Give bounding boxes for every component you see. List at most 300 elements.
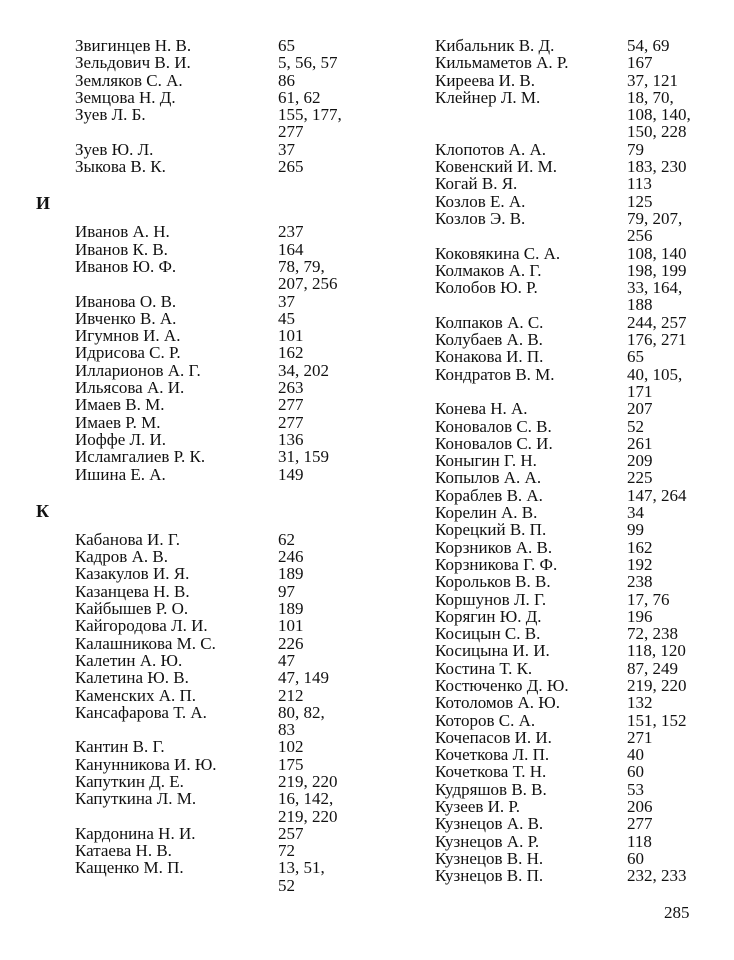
entry-name: Иванов Ю. Ф. (75, 256, 177, 276)
index-entry (435, 331, 725, 348)
entry-pages (278, 223, 368, 240)
section-letter-heading: И (36, 193, 51, 214)
index-entry (435, 815, 725, 832)
entry-pages (278, 327, 368, 344)
index-entry (435, 504, 725, 521)
entry-name: Кайгородова Л. И. (75, 616, 208, 636)
page-reference: 212 (278, 685, 304, 705)
entry-pages (278, 652, 368, 669)
index-column-left (36, 37, 396, 894)
index-entry (36, 652, 396, 669)
index-entry (36, 396, 396, 413)
index-entry (435, 314, 725, 331)
entry-pages (627, 625, 717, 642)
entry-name: Имаев Р. М. (75, 412, 161, 432)
page-reference: 108, 140 (627, 243, 687, 263)
entry-pages (627, 867, 717, 884)
page-reference: 167 (627, 53, 653, 73)
page-reference: 54, 69 (627, 36, 670, 55)
page-reference: 263 (278, 378, 304, 398)
entry-pages (627, 763, 717, 780)
page-reference: 5, 56, 57 (278, 53, 338, 73)
entry-name: Иоффе Л. И. (75, 429, 167, 449)
entry-pages (278, 344, 368, 361)
entry-pages (627, 89, 717, 141)
index-entry (36, 756, 396, 773)
entry-name: Ильясова А. И. (75, 378, 185, 398)
entry-pages (278, 756, 368, 773)
entry-pages (278, 72, 368, 89)
page-reference: 72, 238 (627, 624, 678, 644)
entry-pages (627, 331, 717, 348)
entry-name: Костюченко Д. Ю. (435, 675, 569, 695)
entry-pages (278, 414, 368, 431)
index-entry (36, 431, 396, 448)
page-reference: 65 (278, 36, 295, 55)
entry-name: Кочепасов И. И. (435, 727, 552, 747)
page-reference: 237 (278, 222, 304, 242)
entry-pages (278, 54, 368, 71)
entry-name: Корзникова Г. Ф. (435, 554, 558, 574)
entry-name: Коныгин Г. Н. (435, 451, 537, 471)
page-reference: 101 (278, 616, 304, 636)
page-reference: 192 (627, 554, 653, 574)
page-reference: 183, 230 (627, 157, 687, 177)
index-entry (435, 175, 725, 192)
page-reference: 118 (627, 831, 652, 851)
section-letter-heading: К (36, 500, 50, 521)
index-entry (36, 379, 396, 396)
entry-pages (627, 366, 717, 401)
page-reference: 232, 233 (627, 866, 687, 886)
entry-pages (627, 504, 717, 521)
entry-name: Коковякина С. А. (435, 243, 561, 263)
entry-pages (278, 773, 368, 790)
entry-name: Зельдович В. И. (75, 53, 191, 73)
entry-pages (278, 89, 368, 106)
page-reference: 61, 62 (278, 87, 321, 107)
entry-name: Ивченко В. А. (75, 308, 177, 328)
entry-pages (627, 487, 717, 504)
entry-pages (627, 400, 717, 417)
entry-name: Капуткин Д. Е. (75, 771, 184, 791)
page-reference: 155, 177, (278, 105, 342, 125)
entry-pages (627, 175, 717, 192)
page-reference: 189 (278, 599, 304, 619)
page-reference: 13, 51, (278, 858, 325, 878)
index-entry (36, 687, 396, 704)
entry-name: Калетин А. Ю. (75, 650, 183, 670)
entry-pages (627, 141, 717, 158)
page-reference: 219, 220 (278, 771, 338, 791)
page-reference: 207 (627, 399, 653, 419)
index-entry (36, 842, 396, 859)
entry-pages (627, 539, 717, 556)
entry-pages (278, 738, 368, 755)
index-entry (435, 763, 725, 780)
index-entry (435, 591, 725, 608)
entry-name: Идрисова С. Р. (75, 343, 181, 363)
entry-name: Клопотов А. А. (435, 139, 546, 159)
index-entry (36, 89, 396, 106)
index-entry (435, 193, 725, 210)
page-reference: 17, 76 (627, 589, 670, 609)
index-entry (36, 635, 396, 652)
page-reference: 209 (627, 451, 653, 471)
index-column-right (435, 37, 725, 885)
page-reference: 198, 199 (627, 260, 687, 280)
page-reference: 108, 140, (627, 105, 691, 125)
page-reference: 256 (627, 226, 653, 246)
entry-name: Кансафарова Т. А. (75, 702, 207, 722)
index-entry (435, 867, 725, 884)
entry-name: Клейнер Л. М. (435, 87, 541, 107)
page-reference: 175 (278, 754, 304, 774)
index-entry (435, 521, 725, 538)
entry-pages (627, 418, 717, 435)
index-entry (435, 452, 725, 469)
index-entry (36, 669, 396, 686)
page-reference: 40 (627, 745, 644, 765)
entry-name: Кабанова И. Г. (75, 529, 180, 549)
entry-name: Катаева Н. В. (75, 841, 172, 861)
entry-name: Коновалов С. И. (435, 433, 553, 453)
entry-pages (627, 37, 717, 54)
index-entry (36, 158, 396, 175)
entry-name: Корзников А. В. (435, 537, 553, 557)
page-reference: 171 (627, 381, 653, 401)
index-entry (435, 833, 725, 850)
entry-name: Зуев Л. Б. (75, 105, 146, 125)
entry-name: Колпаков А. С. (435, 312, 544, 332)
index-entry (36, 466, 396, 483)
page-reference: 18, 70, (627, 87, 674, 107)
entry-pages (278, 790, 368, 825)
entry-pages (627, 746, 717, 763)
index-entry (435, 279, 725, 314)
entry-pages (627, 660, 717, 677)
entry-name: Кондратов В. М. (435, 364, 555, 384)
entry-name: Каменских А. П. (75, 685, 197, 705)
page-reference: 60 (627, 848, 644, 868)
page-reference: 79, 207, (627, 208, 683, 228)
index-entry (36, 72, 396, 89)
index-entry (435, 435, 725, 452)
entry-name: Корецкий В. П. (435, 520, 547, 540)
entry-pages (278, 106, 368, 141)
index-entry (36, 414, 396, 431)
page-reference: 80, 82, (278, 702, 325, 722)
entry-pages (278, 310, 368, 327)
page-reference: 226 (278, 633, 304, 653)
entry-pages (278, 293, 368, 310)
entry-name: Казакулов И. Я. (75, 564, 190, 584)
entry-name: Зыкова В. К. (75, 157, 166, 177)
entry-pages (278, 548, 368, 565)
entry-name: Костина Т. К. (435, 658, 533, 678)
entry-pages (278, 396, 368, 413)
entry-pages (278, 687, 368, 704)
entry-name: Исламгалиев Р. К. (75, 447, 206, 467)
page-reference: 244, 257 (627, 312, 687, 332)
entry-name: Калетина Ю. В. (75, 668, 189, 688)
entry-name: Илларионов А. Г. (75, 360, 201, 380)
index-entry (435, 210, 725, 245)
entry-name: Коршунов Л. Г. (435, 589, 547, 609)
page-reference: 33, 164, (627, 278, 683, 298)
page-reference: 206 (627, 797, 653, 817)
index-entry (36, 565, 396, 582)
entry-pages (278, 158, 368, 175)
entry-name: Колубаев А. В. (435, 330, 543, 350)
entry-pages (627, 815, 717, 832)
index-entry (36, 344, 396, 361)
entry-pages (627, 556, 717, 573)
page-reference: 16, 142, (278, 789, 334, 809)
index-entry (36, 825, 396, 842)
index-entry (435, 418, 725, 435)
entry-pages (627, 608, 717, 625)
entry-pages (278, 859, 368, 894)
page-reference: 34 (627, 503, 644, 523)
entry-name: Козлов Э. В. (435, 208, 526, 228)
index-entry (36, 241, 396, 258)
entry-name: Колобов Ю. Р. (435, 278, 538, 298)
entry-name: Кузнецов В. Н. (435, 848, 544, 868)
entry-pages (278, 379, 368, 396)
entry-pages (627, 781, 717, 798)
index-entry (435, 54, 725, 71)
page-reference: 78, 79, (278, 256, 325, 276)
entry-name: Кораблев В. А. (435, 485, 543, 505)
index-entry (36, 362, 396, 379)
page-reference: 277 (278, 395, 304, 415)
page-reference: 62 (278, 529, 295, 549)
entry-pages (278, 669, 368, 686)
page-reference: 118, 120 (627, 641, 686, 661)
entry-name: Капуткина Л. М. (75, 789, 197, 809)
entry-pages (278, 466, 368, 483)
entry-name: Земляков С. А. (75, 70, 183, 90)
page-reference: 162 (278, 343, 304, 363)
entry-pages (627, 573, 717, 590)
index-entry (36, 141, 396, 158)
page-reference: 47, 149 (278, 668, 329, 688)
index-entry (36, 738, 396, 755)
entry-name: Казанцева Н. В. (75, 581, 190, 601)
entry-pages (627, 54, 717, 71)
entry-pages (627, 642, 717, 659)
page-reference: 113 (627, 174, 652, 194)
page-number: 285 (664, 903, 690, 922)
index-entry (36, 293, 396, 310)
entry-name: Калашникова М. С. (75, 633, 216, 653)
entry-pages (278, 565, 368, 582)
page-reference: 149 (278, 464, 304, 484)
entry-name: Конева Н. А. (435, 399, 528, 419)
page-reference: 31, 159 (278, 447, 329, 467)
entry-name: Корелин А. В. (435, 503, 538, 523)
index-entry (435, 746, 725, 763)
index-entry (435, 712, 725, 729)
page-reference: 86 (278, 70, 295, 90)
entry-name: Косицына И. И. (435, 641, 550, 661)
page-reference: 196 (627, 606, 653, 626)
page-reference: 102 (278, 737, 304, 757)
page-reference: 83 (278, 720, 295, 740)
index-entry (36, 859, 396, 894)
page-reference: 60 (627, 762, 644, 782)
page-reference: 52 (627, 416, 644, 436)
entry-pages (278, 241, 368, 258)
entry-name: Кочеткова Л. П. (435, 745, 550, 765)
page-reference: 79 (627, 139, 644, 159)
page-reference: 65 (627, 347, 644, 367)
index-entry (435, 366, 725, 401)
index-entry (435, 556, 725, 573)
entry-name: Кузнецов А. В. (435, 814, 544, 834)
entry-name: Ковенский И. М. (435, 157, 557, 177)
entry-pages (278, 37, 368, 54)
entry-pages (627, 591, 717, 608)
index-entry (435, 37, 725, 54)
page-reference: 238 (627, 572, 653, 592)
entry-pages (278, 531, 368, 548)
entry-name: Котоломов А. Ю. (435, 693, 560, 713)
entry-pages (278, 583, 368, 600)
index-entry (435, 469, 725, 486)
entry-pages (627, 712, 717, 729)
page-reference: 219, 220 (278, 806, 338, 826)
page-reference: 164 (278, 239, 304, 259)
index-entry (435, 642, 725, 659)
entry-pages (627, 677, 717, 694)
entry-pages (627, 72, 717, 89)
entry-pages (278, 842, 368, 859)
index-entry (435, 262, 725, 279)
entry-name: Когай В. Я. (435, 174, 518, 194)
entry-name: Игумнов И. А. (75, 326, 181, 346)
entry-pages (627, 314, 717, 331)
entry-pages (278, 617, 368, 634)
index-entry (435, 781, 725, 798)
entry-name: Кадров А. В. (75, 547, 168, 567)
entry-pages (278, 258, 368, 293)
page-reference: 37 (278, 291, 295, 311)
entry-name: Кайбышев Р. О. (75, 599, 189, 619)
page-reference: 219, 220 (627, 675, 687, 695)
page-reference: 40, 105, (627, 364, 683, 384)
entry-name: Которов С. А. (435, 710, 536, 730)
page-reference: 189 (278, 564, 304, 584)
entry-pages (278, 448, 368, 465)
index-entry (435, 798, 725, 815)
entry-pages (627, 850, 717, 867)
page-reference: 97 (278, 581, 295, 601)
entry-pages (627, 452, 717, 469)
index-entry (36, 327, 396, 344)
page-reference: 271 (627, 727, 653, 747)
entry-pages (278, 431, 368, 448)
index-entry (435, 694, 725, 711)
entry-pages (627, 521, 717, 538)
index-entry (435, 677, 725, 694)
page-reference: 53 (627, 779, 644, 799)
index-entry (36, 106, 396, 141)
page-reference: 101 (278, 326, 304, 346)
page-reference: 150, 228 (627, 122, 687, 142)
entry-pages (278, 635, 368, 652)
page-reference: 87, 249 (627, 658, 678, 678)
index-entry (36, 448, 396, 465)
entry-name: Колмаков А. Г. (435, 260, 542, 280)
entry-pages (627, 245, 717, 262)
entry-pages (627, 694, 717, 711)
index-entry (36, 310, 396, 327)
entry-pages (627, 262, 717, 279)
index-entry (36, 600, 396, 617)
index-entry (435, 625, 725, 642)
entry-pages (278, 600, 368, 617)
index-entry (435, 89, 725, 141)
entry-name: Кащенко М. П. (75, 858, 184, 878)
page-reference: 37, 121 (627, 70, 678, 90)
page-reference: 125 (627, 191, 653, 211)
index-entry (36, 37, 396, 54)
index-entry (36, 258, 396, 293)
entry-name: Копылов А. А. (435, 468, 542, 488)
page-reference: 37 (278, 139, 295, 159)
entry-pages (627, 729, 717, 746)
entry-pages (278, 362, 368, 379)
index-entry (36, 54, 396, 71)
page-reference: 52 (278, 875, 295, 895)
entry-pages (278, 825, 368, 842)
entry-name: Иванов А. Н. (75, 222, 170, 242)
index-entry (435, 729, 725, 746)
page-reference: 162 (627, 537, 653, 557)
page-reference: 151, 152 (627, 710, 687, 730)
entry-name: Кудряшов В. В. (435, 779, 547, 799)
page-reference: 132 (627, 693, 653, 713)
entry-name: Канунникова И. Ю. (75, 754, 217, 774)
page-reference: 136 (278, 429, 304, 449)
index-entry (435, 245, 725, 262)
entry-pages (627, 158, 717, 175)
entry-name: Звигинцев Н. В. (75, 36, 192, 55)
index-entry (435, 539, 725, 556)
entry-pages (627, 798, 717, 815)
page-reference: 265 (278, 157, 304, 177)
page-reference: 188 (627, 295, 653, 315)
index-entry (435, 141, 725, 158)
entry-name: Кузнецов В. П. (435, 866, 544, 886)
page-reference: 277 (278, 412, 304, 432)
entry-name: Конакова И. П. (435, 347, 544, 367)
entry-name: Земцова Н. Д. (75, 87, 176, 107)
page-reference: 257 (278, 823, 304, 843)
page-reference: 47 (278, 650, 295, 670)
entry-name: Иванов К. В. (75, 239, 168, 259)
entry-name: Киреева И. В. (435, 70, 535, 90)
page-reference: 34, 202 (278, 360, 329, 380)
entry-name: Зуев Ю. Л. (75, 139, 154, 159)
entry-pages (627, 193, 717, 210)
index-entry (435, 660, 725, 677)
entry-name: Кильмаметов А. Р. (435, 53, 569, 73)
entry-name: Корольков В. В. (435, 572, 551, 592)
entry-pages (627, 469, 717, 486)
